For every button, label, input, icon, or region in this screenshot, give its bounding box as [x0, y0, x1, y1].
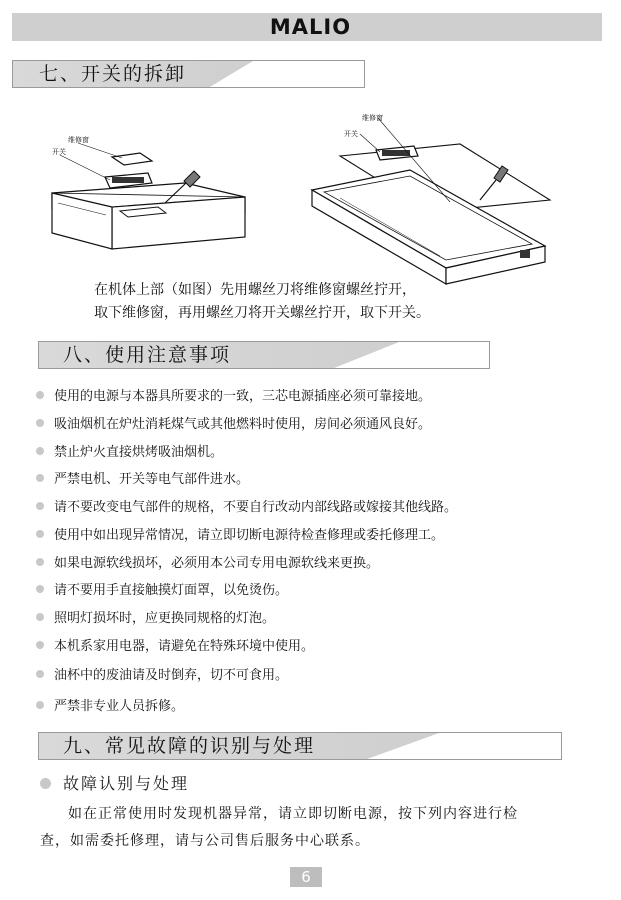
list-item: 严禁非专业人员拆修。 — [36, 697, 184, 717]
bullet-icon — [36, 474, 44, 482]
diagram-switch-removal-top — [300, 110, 575, 295]
bullet-icon — [36, 670, 44, 678]
list-item: 吸油烟机在炉灶消耗煤气或其他燃料时使用，房间必须通风良好。 — [36, 415, 431, 435]
bullet-icon — [36, 613, 44, 621]
list-item: 油杯中的废油请及时倒弃，切不可食用。 — [36, 666, 288, 686]
body-line-2: 查，如需委托修理，请与公司售后服务中心联系。 — [40, 833, 370, 849]
bullet-icon — [36, 530, 44, 538]
bullet-icon — [36, 585, 44, 593]
bullet-icon — [36, 641, 44, 649]
callout-switch: 开关 — [344, 130, 358, 138]
list-item: 请不要用手直接触摸灯面罩，以免烫伤。 — [36, 581, 288, 601]
section-header-9 — [38, 732, 562, 760]
callout-window: 维修窗 — [68, 136, 89, 144]
list-item: 如果电源软线损坏，必须用本公司专用电源软线来更换。 — [36, 554, 379, 574]
bullet-icon — [36, 558, 44, 566]
page-number: 6 — [290, 867, 322, 887]
instruction-line-1: 在机体上部（如图）先用螺丝刀将维修窗螺丝拧开， — [94, 282, 416, 298]
bullet-icon — [40, 778, 51, 789]
brand-text: MALIO — [269, 15, 352, 39]
list-item: 使用中如出现异常情况，请立即切断电源待检查修理或委托修理工。 — [36, 526, 444, 546]
section-header-8 — [38, 341, 490, 369]
section-header-7 — [12, 60, 365, 88]
body-line-1: 如在正常使用时发现机器异常，请立即切断电源，按下列内容进行检 — [68, 806, 518, 822]
section-title: 八、使用注意事项 — [63, 344, 232, 366]
diagram-switch-removal-front — [40, 125, 270, 265]
list-item: 严禁电机、开关等电气部件进水。 — [36, 470, 249, 490]
list-item: 禁止炉火直接烘烤吸油烟机。 — [36, 443, 223, 463]
bullet-icon — [36, 701, 44, 709]
list-item: 照明灯损坏时，应更换同规格的灯泡。 — [36, 609, 275, 629]
bullet-icon — [36, 447, 44, 455]
subheading: 故障认别与处理 — [40, 773, 189, 795]
list-item: 请不要改变电气部件的规格，不要自行改动内部线路或嫁接其他线路。 — [36, 498, 457, 518]
section-title: 九、常见故障的识别与处理 — [63, 735, 316, 757]
bullet-icon — [36, 502, 44, 510]
bullet-icon — [36, 419, 44, 427]
bullet-icon — [36, 391, 44, 399]
instruction-line-2: 取下维修窗，再用螺丝刀将开关螺丝拧开，取下开关。 — [94, 305, 430, 321]
brand-logo — [0, 13, 621, 41]
list-item: 本机系家用电器，请避免在特殊环境中使用。 — [36, 637, 314, 657]
callout-switch: 开关 — [52, 148, 66, 156]
list-item: 使用的电源与本器具所要求的一致，三芯电源插座必须可靠接地。 — [36, 387, 431, 407]
callout-window: 维修窗 — [362, 114, 383, 122]
section-title: 七、开关的拆卸 — [39, 63, 187, 85]
